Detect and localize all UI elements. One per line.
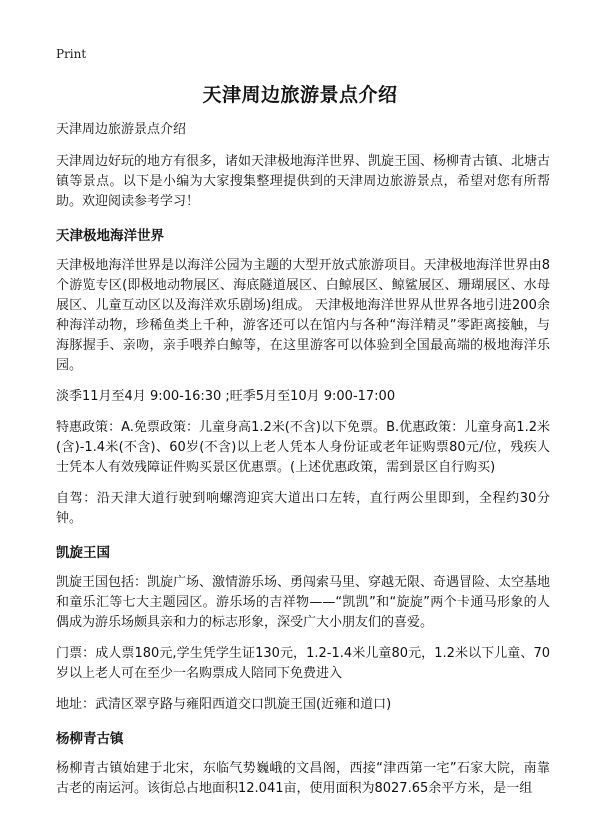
paragraph: 天津极地海洋世界是以海洋公园为主题的大型开放式旅游项目。天津极地海洋世界由8个游览专区(即极地动物展区、海底隧道展区、白鲸展区、鲸鲨展区、珊瑚展区、水母展区、儿童互动区以及海洋欢乐剧场)组成。 天津极地海洋世界从世界各地引进200余种海洋动物，珍稀鱼类上千种，游客还可以在馆内与各种“海洋精灵”零距离接触，与海豚握手、亲吻，亲手喂养白鲸等，在这里游客可以体验到全国最高端的极地海洋乐园。 [56, 258, 550, 373]
section-heading-yangliuqing-town: 杨柳青古镇 [56, 731, 124, 747]
intro-paragraph: 天津周边好玩的地方有很多，诸如天津极地海洋世界、凯旋王国、杨柳青古镇、北塘古镇等景点。以下是小编为大家搜集整理提供到的天津周边旅游景点，希望对您有所帮助。欢迎阅读参考学习！ [56, 154, 551, 209]
address: 地址：武清区翠亨路与雍阳西道交口凯旋王国(近雍和道口) [56, 697, 392, 712]
paragraph: 自驾：沿天津大道行驶到响螺湾迎宾大道出口左转，直行两公里即到，全程约30分钟。 [56, 491, 550, 526]
page-title: 天津周边旅游景点介绍 [202, 84, 398, 106]
article-subtitle: 天津周边旅游景点介绍 [56, 122, 187, 137]
paragraph: 门票：成人票180元,学生凭学生证130元，1.2-1.4米儿童80元，1.2米以下儿童、70岁以上老人可在至少一名购票成人陪同下免费进入 [56, 646, 550, 681]
print-link[interactable]: Print [56, 47, 87, 61]
paragraph: 杨柳青古镇始建于北宋，东临气势巍峨的文昌阁，西接“津西第一宅”石家大院，南靠古老的南运河。该街总占地面积12.041亩，使用面积为8027.65余平方米，是一组 [56, 761, 550, 796]
paragraph: 特惠政策：A.免票政策：儿童身高1.2米(不含)以下免票。B.优惠政策：儿童身高1.2米(含)-1.4米(不含)、60岁(不含)以上老人凭本人身份证或老年证购票80元/位，残疾人士凭本人有效残障证件购买景区优惠票。(上述优惠政策，需到景区自行购买) [56, 420, 550, 475]
paragraph: 凯旋王国包括：凯旋广场、激情游乐场、勇闯索马里、穿越无限、奇遇冒险、太空基地和童乐汇等七大主题园区。游乐场的吉祥物——“凯凯”和“旋旋”两个卡通马形象的人偶成为游乐场颇具亲和力的标志形象，深受广大小朋友们的喜爱。 [56, 575, 551, 630]
section-heading-kaixuan-kingdom: 凯旋王国 [56, 545, 110, 561]
section-heading-polar-ocean-world: 天津极地海洋世界 [56, 228, 164, 244]
opening-hours: 淡季11月至4月 9:00-16:30 ;旺季5月至10月 9:00-17:00 [56, 389, 396, 404]
article-body [56, 120, 550, 810]
